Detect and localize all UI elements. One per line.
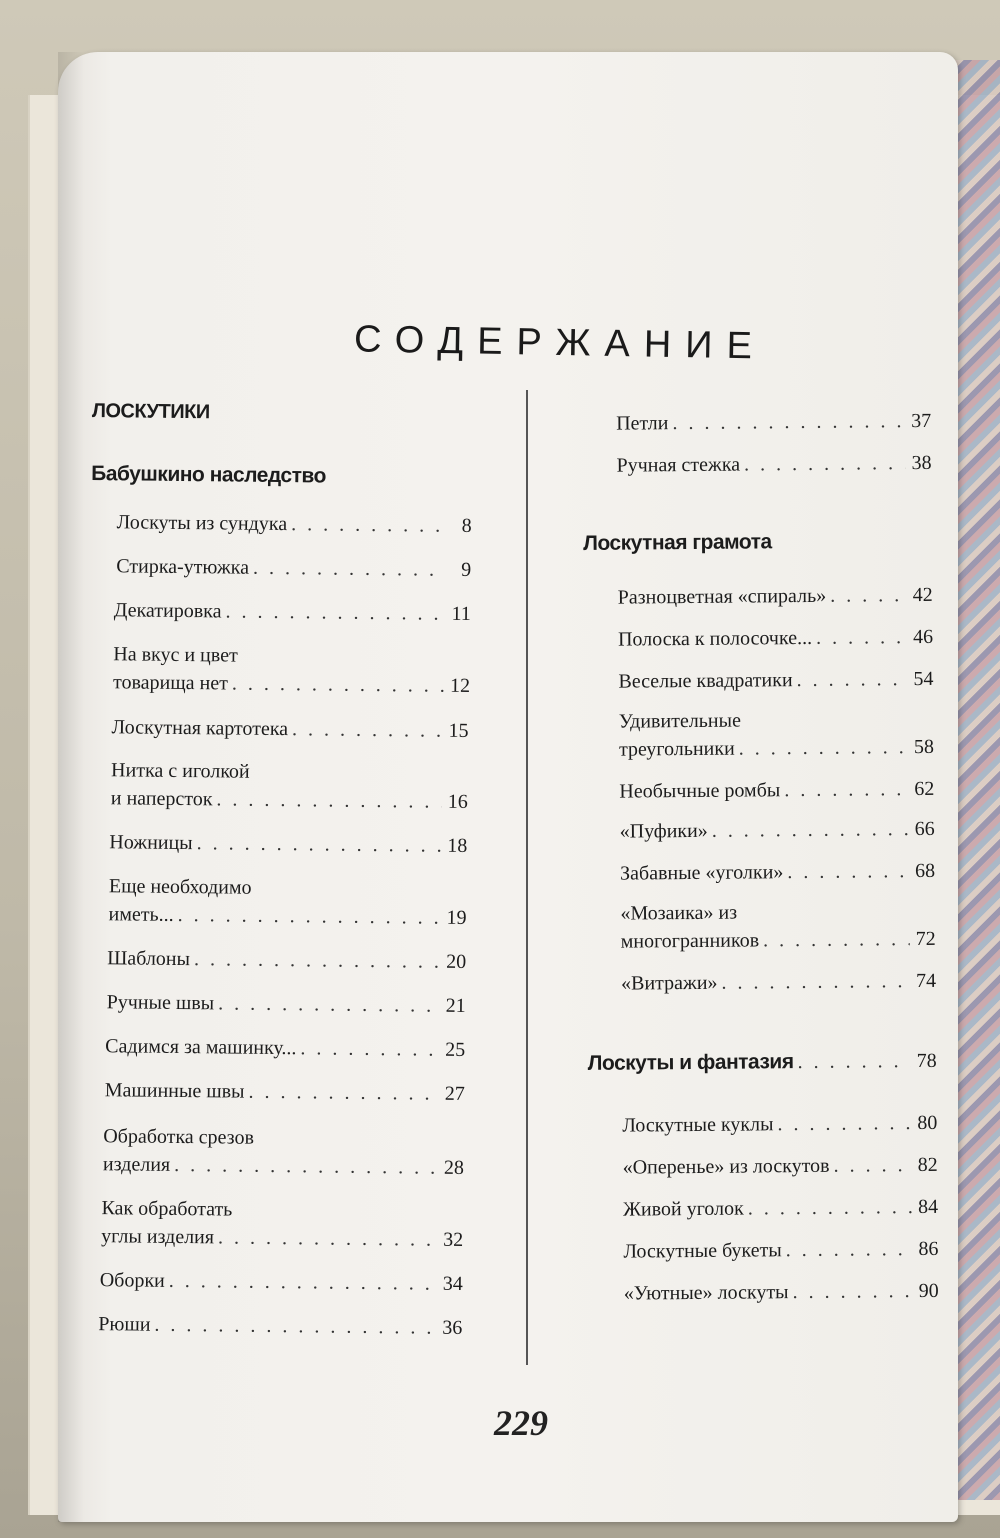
toc-entry-title-line1: На вкус и цвет <box>113 643 238 667</box>
column-divider <box>526 390 528 1365</box>
toc-entry-page: 32 <box>443 1228 464 1251</box>
toc-entry-title-line1: «Мозаика» из <box>620 901 738 925</box>
toc-entry[interactable] <box>621 967 936 998</box>
toc-entry-title: Стирка-утюжка <box>116 555 250 579</box>
toc-entry-page: 19 <box>446 906 467 929</box>
toc-leader-dots <box>783 857 909 886</box>
toc-entry-page: 82 <box>917 1153 938 1177</box>
page-gutter-shadow <box>58 52 84 1522</box>
toc-entry[interactable] <box>105 1076 465 1108</box>
toc-leader-dots <box>150 1311 436 1342</box>
toc-entry-title: Ручные швы <box>106 991 215 1015</box>
toc-entry[interactable] <box>619 775 934 806</box>
toc-leader-dots <box>228 669 444 699</box>
toc-entry-title: «Уютные» лоскуты <box>623 1281 789 1305</box>
toc-entry-title: Веселые квадратики <box>618 669 793 693</box>
toc-entry-title: Петли <box>616 412 669 435</box>
toc-entry-title: Лоскуты из сундука <box>116 511 288 536</box>
toc-entry[interactable] <box>98 1310 462 1342</box>
toc-entry[interactable] <box>622 1109 937 1140</box>
toc-entry[interactable] <box>108 872 467 932</box>
toc-entry[interactable] <box>616 407 931 438</box>
toc-section-heading: Бабушкино наследство <box>91 462 327 488</box>
toc-entry[interactable] <box>620 857 935 888</box>
toc-entry[interactable] <box>620 897 935 956</box>
toc-entry-title: углы изделия <box>101 1225 215 1249</box>
toc-entry-page: 74 <box>915 969 937 993</box>
toc-leader-dots <box>165 1267 437 1298</box>
toc-entry-title: товарища нет <box>112 671 228 695</box>
toc-entry[interactable] <box>623 1151 938 1182</box>
toc-entry-title: Машинные швы <box>104 1079 245 1103</box>
toc-entry[interactable] <box>619 705 934 764</box>
toc-leader-dots <box>759 925 910 954</box>
toc-entry-page: 68 <box>914 859 936 883</box>
toc-entry[interactable] <box>107 988 466 1020</box>
toc-section-entry[interactable] <box>588 1047 937 1078</box>
toc-leader-dots <box>214 989 440 1019</box>
toc-entry[interactable] <box>114 596 471 628</box>
toc-leader-dots <box>244 1078 439 1108</box>
toc-entry-title: Садимся за машинку... <box>105 1035 297 1060</box>
toc-entry-title: изделия <box>102 1153 171 1176</box>
toc-entry-page: 37 <box>911 409 932 433</box>
toc-entry-page: 9 <box>461 558 472 582</box>
toc-leader-dots <box>249 554 446 584</box>
toc-entry-page: 72 <box>915 927 936 951</box>
toc-entry-page: 54 <box>913 667 934 691</box>
toc-leader-dots <box>793 1047 910 1076</box>
toc-entry[interactable] <box>618 623 933 654</box>
toc-entry-page: 58 <box>913 735 935 759</box>
toc-entry-title: Лоскутная картотека <box>111 716 289 741</box>
toc-entry-title: Разноцветная «спираль» <box>617 584 827 609</box>
toc-entry-page: 28 <box>443 1156 465 1179</box>
toc-left-column <box>88 400 508 1339</box>
toc-entry[interactable] <box>103 1122 465 1182</box>
toc-entry-page: 34 <box>442 1272 463 1295</box>
toc-entry-title: и наперсток <box>110 787 213 811</box>
toc-entry[interactable] <box>113 640 471 700</box>
toc-entry-title: «Оперенье» из лоскутов <box>622 1154 830 1179</box>
toc-entry-page: 42 <box>912 583 933 607</box>
toc-entry-title: «Витражи» <box>620 971 718 995</box>
toc-entry[interactable] <box>624 1277 939 1308</box>
toc-leader-dots <box>212 785 442 815</box>
toc-entry[interactable] <box>100 1266 463 1298</box>
toc-entry-title: Оборки <box>99 1269 165 1292</box>
toc-entry-title-line1: Еще необходимо <box>108 875 252 899</box>
toc-leader-dots <box>740 449 906 478</box>
toc-entry-page: 16 <box>447 790 468 813</box>
toc-entry-title: Шаблоны <box>107 947 191 971</box>
toc-entry[interactable] <box>101 1194 464 1254</box>
toc-entry-page: 86 <box>918 1237 939 1261</box>
book-page <box>58 52 958 1522</box>
toc-entry-page: 11 <box>451 602 471 626</box>
toc-right-column <box>576 401 939 1305</box>
toc-leader-dots <box>773 1109 911 1138</box>
toc-entry[interactable] <box>620 815 935 846</box>
toc-entry[interactable] <box>111 713 468 745</box>
toc-leader-dots <box>214 1223 437 1253</box>
toc-leader-dots <box>717 967 910 997</box>
toc-entry-title: многогранников <box>620 929 760 953</box>
toc-entry-title: Живой уголок <box>622 1197 744 1221</box>
toc-leader-dots <box>668 407 905 437</box>
toc-entry-page: 46 <box>912 625 934 649</box>
toc-entry-page: 36 <box>442 1316 463 1339</box>
toc-entry[interactable] <box>109 828 467 860</box>
toc-entry-page: 62 <box>914 777 935 801</box>
toc-leader-dots <box>782 1235 913 1264</box>
toc-leader-dots <box>812 623 907 652</box>
toc-entry[interactable] <box>111 756 469 816</box>
toc-part-heading: ЛОСКУТИКИ <box>91 400 210 424</box>
toc-entry[interactable] <box>623 1235 938 1266</box>
toc-entry-title-line1: Как обработать <box>101 1197 233 1221</box>
toc-entry-title: Ручная стежка <box>616 453 741 477</box>
toc-entry[interactable] <box>623 1193 938 1224</box>
toc-entry[interactable] <box>107 944 466 976</box>
toc-entry-page: 20 <box>446 950 467 973</box>
toc-leader-dots <box>788 1277 912 1306</box>
toc-entry-page: 80 <box>917 1111 938 1135</box>
toc-entry-page: 18 <box>447 834 468 857</box>
toc-leader-dots <box>170 1151 438 1182</box>
toc-entry[interactable] <box>618 581 933 612</box>
toc-entry-title: Декатировка <box>113 599 222 623</box>
toc-entry-title: Забавные «уголки» <box>620 861 784 885</box>
toc-leader-dots <box>829 1151 911 1180</box>
page-number: 229 <box>494 1403 548 1443</box>
toc-leader-dots <box>744 1193 912 1222</box>
toc-entry-page: 12 <box>449 674 471 698</box>
toc-leader-dots <box>190 945 440 976</box>
toc-entry[interactable] <box>117 508 472 540</box>
toc-entry-title: Лоскутные куклы <box>622 1113 774 1137</box>
toc-leader-dots <box>287 510 446 540</box>
page-title: СОДЕРЖАНИЕ <box>353 318 767 368</box>
toc-entry-title: Необычные ромбы <box>619 779 781 803</box>
toc-entry-title: треугольники <box>618 737 735 761</box>
toc-leader-dots <box>735 733 909 763</box>
toc-leader-dots <box>780 775 908 804</box>
toc-entry-title: Полоска к полосочке... <box>617 626 813 651</box>
toc-leader-dots <box>296 1034 439 1063</box>
toc-entry[interactable] <box>105 1032 465 1064</box>
toc-leader-dots <box>288 715 443 745</box>
toc-entry-title: «Пуфики» <box>619 819 708 843</box>
toc-leader-dots <box>193 829 442 860</box>
toc-entry-page: 27 <box>444 1082 465 1105</box>
toc-entry[interactable] <box>618 665 933 696</box>
toc-leader-dots <box>174 901 441 932</box>
toc-entry-title: Ножницы <box>109 831 193 855</box>
toc-entry-page: 21 <box>445 994 466 1017</box>
toc-entry-title-line1: Нитка с иголкой <box>111 759 250 783</box>
toc-entry-title: Лоскутные букеты <box>623 1239 782 1263</box>
toc-section-heading: Лоскутная грамота <box>583 530 772 555</box>
toc-entry-page: 25 <box>445 1038 466 1061</box>
toc-entry-page: 66 <box>914 817 935 841</box>
toc-entry-page: 90 <box>918 1279 939 1303</box>
toc-section-heading: Лоскуты и фантазия <box>587 1050 794 1075</box>
toc-entry-title: Рюши <box>98 1313 151 1336</box>
toc-entry-page: 84 <box>917 1195 939 1219</box>
toc-entry-title-line1: Обработка срезов <box>103 1125 255 1149</box>
toc-entry-page: 38 <box>911 451 932 475</box>
toc-entry-page: 15 <box>448 719 469 743</box>
toc-leader-dots <box>221 597 445 627</box>
toc-leader-dots <box>792 665 907 694</box>
toc-entry[interactable] <box>116 552 471 584</box>
toc-entry-page: 8 <box>461 514 472 538</box>
toc-entry-title: иметь... <box>108 903 174 926</box>
toc-entry-title-line1: Удивительные <box>618 709 741 733</box>
toc-leader-dots <box>826 581 907 610</box>
toc-entry[interactable] <box>616 449 931 480</box>
toc-leader-dots <box>708 815 909 845</box>
toc-entry-page: 78 <box>916 1049 937 1073</box>
